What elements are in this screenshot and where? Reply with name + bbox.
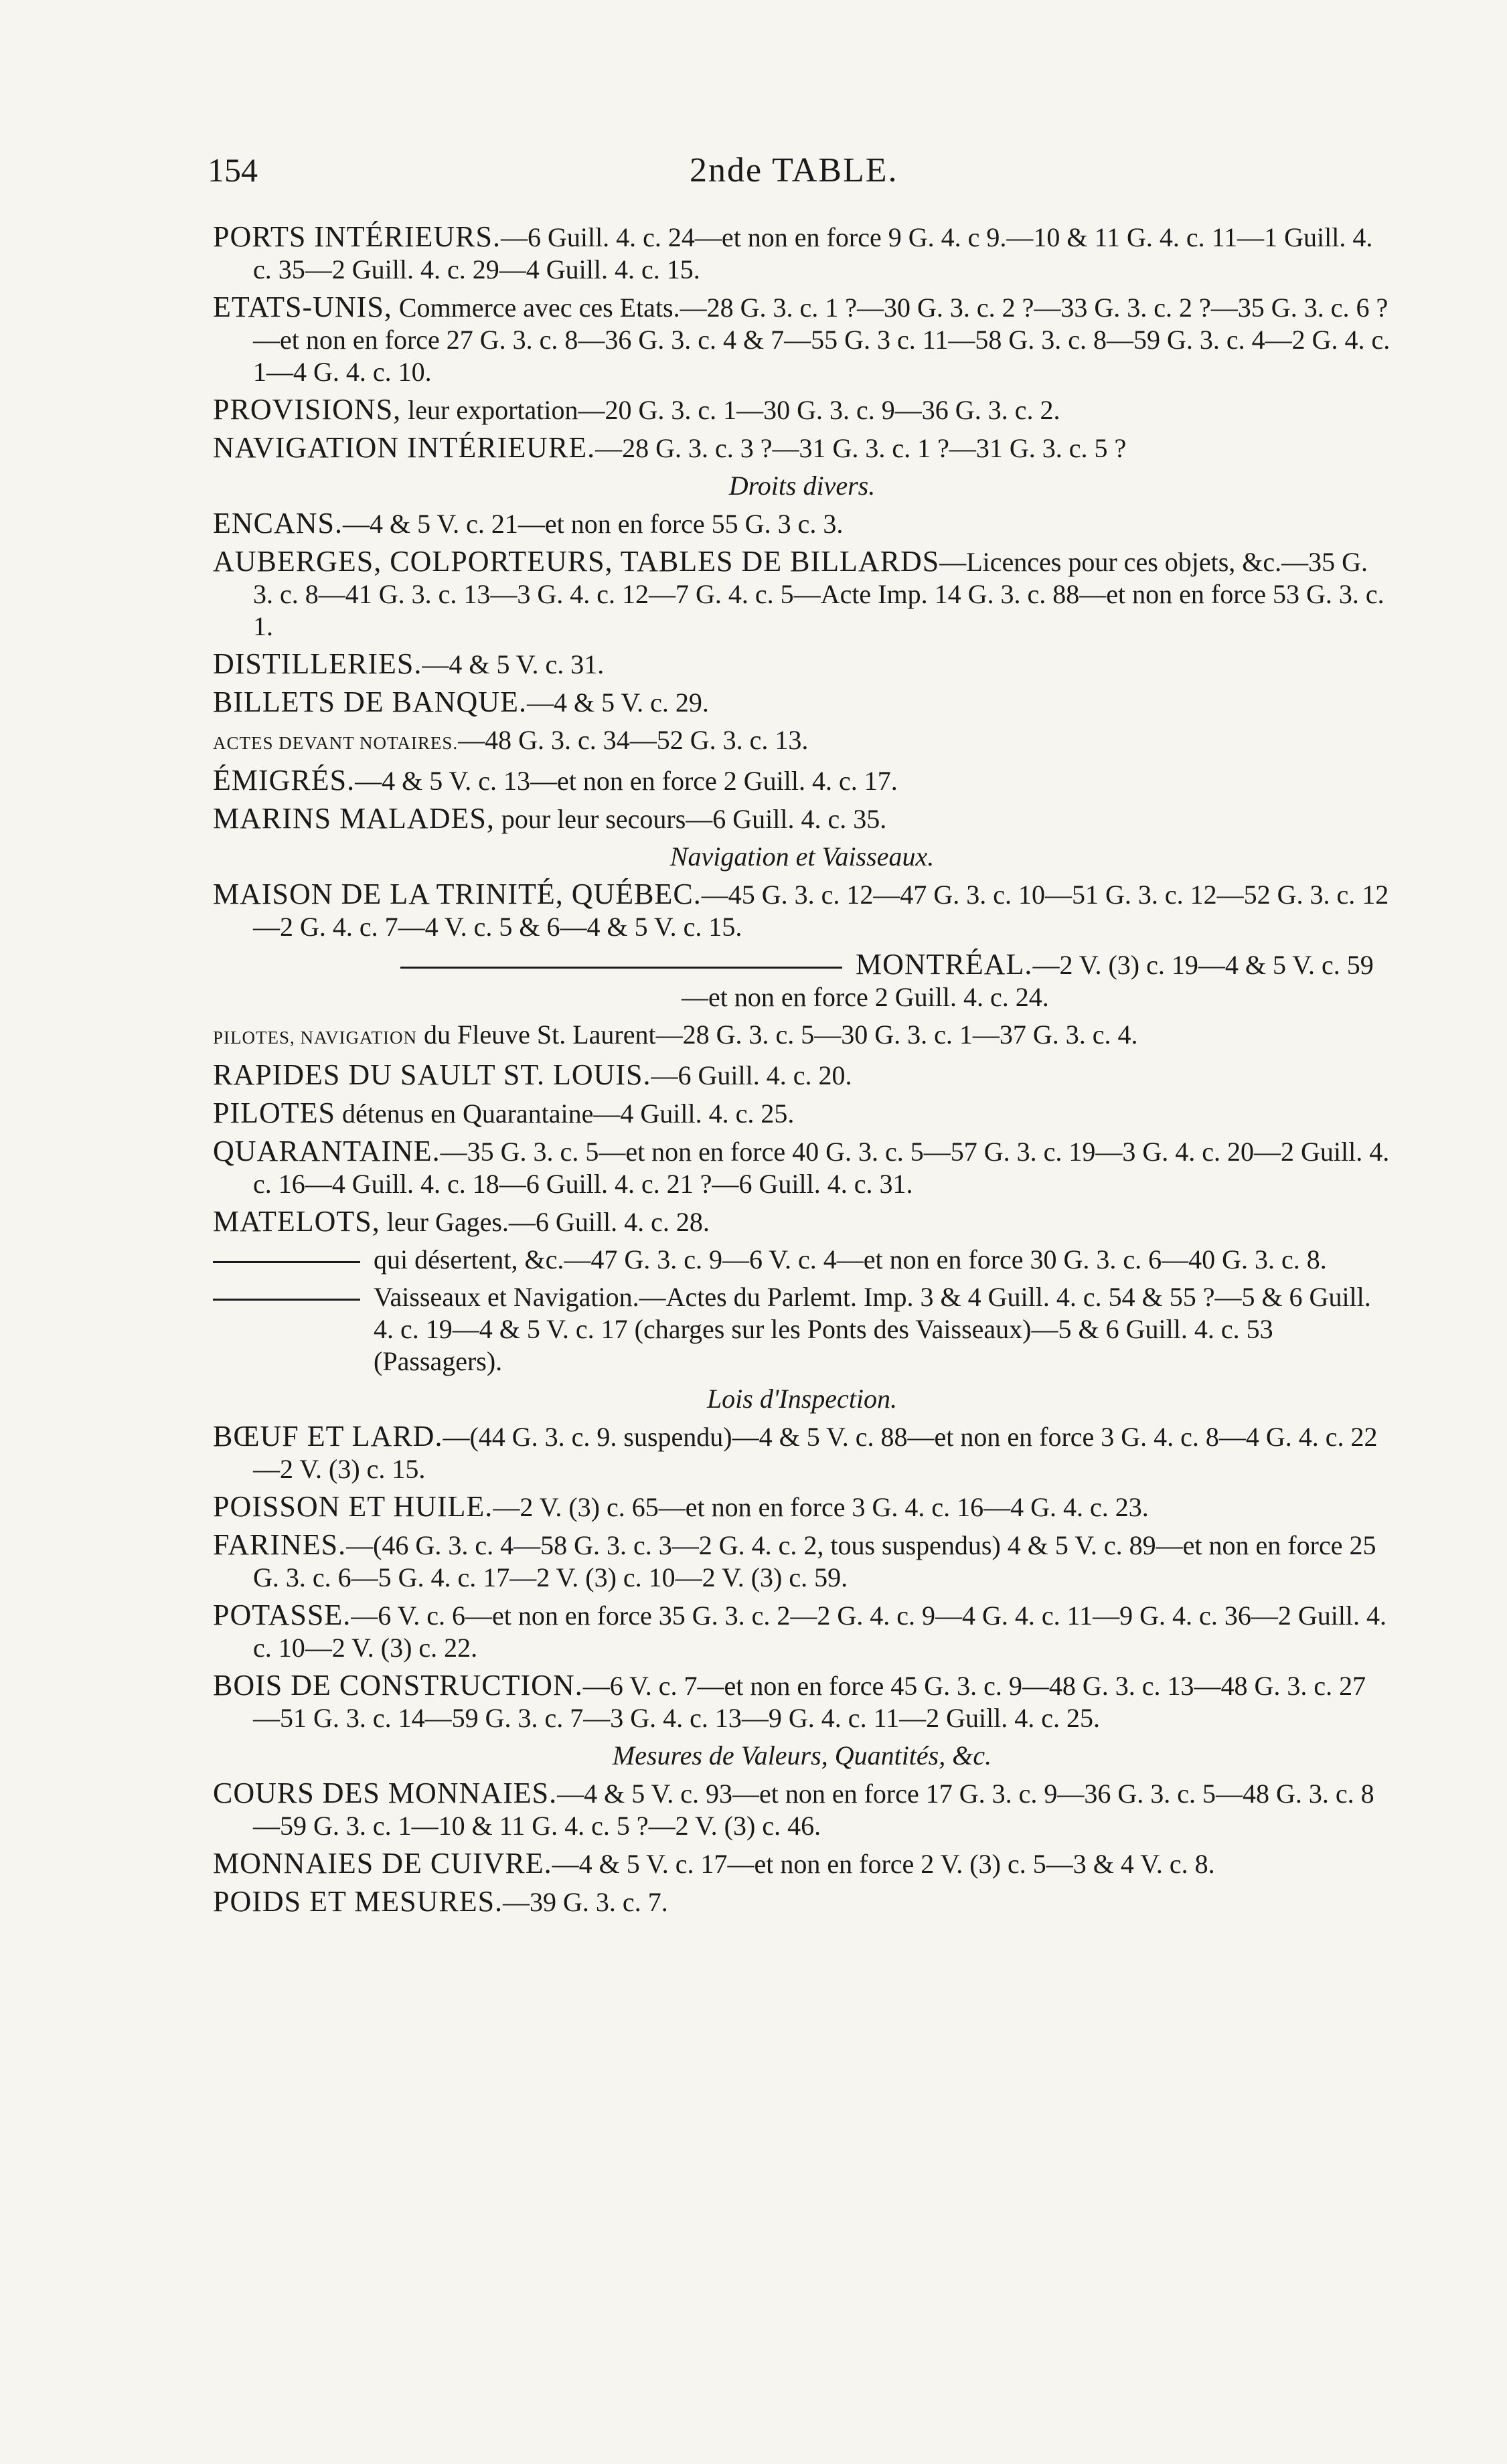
entry-text: —4 & 5 V. c. 17—et non en force 2 V. (3) c. 5—3 & 4 V. c. 8.: [552, 1849, 1215, 1879]
index-entry: [213, 764, 1391, 797]
entry-text: —(46 G. 3. c. 4—58 G. 3. c. 3—2 G. 4. c. 2, tous suspendus) 4 & 5 V. c. 89—et non en force 25 G. 3. c. 6—5 G. 4. c. 17—2 V. (3) c. 10—2 V. (3) c. 59.: [253, 1530, 1376, 1592]
index-entry: [213, 221, 1391, 286]
entry-text: —4 & 5 V. c. 21—et non en force 55 G. 3 c. 3.: [343, 509, 844, 539]
entry-text: —6 V. c. 7—et non en force 45 G. 3. c. 9—48 G. 3. c. 13—48 G. 3. c. 27—51 G. 3. c. 14—59 G. 3. c. 7—3 G. 4. c. 13—9 G. 4. c. 11—2 Guill. 4. c. 25.: [253, 1671, 1366, 1733]
index-entry: [213, 1019, 1391, 1054]
entry-heading: PILOTES: [213, 1096, 335, 1129]
index-entry-continued: [213, 1281, 1391, 1378]
entry-text: —35 G. 3. c. 5—et non en force 40 G. 3. c. 5—57 G. 3. c. 19—3 G. 4. c. 20—2 Guill. 4. c. 16—4 Guill. 4. c. 18—6 Guill. 4. c. 21 ?—6 Guill. 4. c. 31.: [253, 1137, 1390, 1199]
entry-heading: NAVIGATION INTÉRIEURE.: [213, 431, 596, 464]
entry-heading: MONTRÉAL.: [856, 948, 1033, 981]
entry-text: leur Gages.—6 Guill. 4. c. 28.: [380, 1207, 710, 1237]
entry-text: —6 Guill. 4. c. 20.: [651, 1060, 852, 1090]
entry-text: —39 G. 3. c. 7.: [503, 1887, 668, 1917]
index-entry: [213, 507, 1391, 540]
entry-text: leur exportation—20 G. 3. c. 1—30 G. 3. c. 9—36 G. 3. c. 2.: [401, 395, 1060, 425]
index-entry-continued: [213, 1244, 1391, 1276]
index-entry: [213, 1599, 1391, 1664]
entry-heading: PROVISIONS,: [213, 393, 402, 426]
index-entry: [213, 1059, 1391, 1092]
entry-heading: QUARANTAINE.: [213, 1135, 441, 1167]
entry-text: —6 Guill. 4. c. 24—et non en force 9 G. 4. c 9.—10 & 11 G. 4. c. 11—1 Guill. 4. c. 35—2 Guill. 4. c. 29—4 Guill. 4. c. 15.: [253, 222, 1373, 284]
entry-text: —2 V. (3) c. 19—4 & 5 V. c. 59—et non en force 2 Guill. 4. c. 24.: [682, 950, 1374, 1012]
entry-text: du Fleuve St. Laurent—28 G. 3. c. 5—30 G. 3. c. 1—37 G. 3. c. 4.: [417, 1019, 1138, 1050]
index-entry: [213, 686, 1391, 719]
entry-heading: POTASSE.: [213, 1598, 351, 1631]
entry-text: —Licences pour ces objets, &c.—35 G. 3. c. 8—41 G. 3. c. 13—3 G. 4. c. 12—7 G. 4. c. 5—Acte Imp. 14 G. 3. c. 88—et non en force 53 G. 3. c. 1.: [253, 547, 1384, 641]
page-number: 154: [208, 151, 258, 189]
entry-heading: POIDS ET MESURES.: [213, 1885, 503, 1918]
index-entry: [213, 648, 1391, 681]
index-entry: [213, 546, 1391, 643]
entry-text: —45 G. 3. c. 12—47 G. 3. c. 10—51 G. 3. c. 12—52 G. 3. c. 12—2 G. 4. c. 7—4 V. c. 5 & 6—4 & 5 V. c. 15.: [253, 880, 1389, 942]
ditto-rule: [213, 1299, 360, 1301]
index-entry: [213, 1886, 1391, 1918]
index-entry: [213, 1206, 1391, 1238]
entry-heading: ÉMIGRÉS.: [213, 764, 355, 797]
entry-text: —4 & 5 V. c. 13—et non en force 2 Guill. 4. c. 17.: [355, 766, 898, 796]
entry-heading: RAPIDES DU SAULT ST. LOUIS.: [213, 1058, 651, 1091]
entry-heading: MARINS MALADES,: [213, 802, 495, 835]
entry-heading: DISTILLERIES.: [213, 647, 422, 680]
index-entry: [213, 432, 1391, 465]
section-heading: Navigation et Vaisseaux.: [669, 841, 935, 872]
index-entry: [213, 291, 1391, 388]
index-entry: [213, 1669, 1391, 1734]
index-entry: [213, 394, 1391, 426]
entry-text: détenus en Quarantaine—4 Guill. 4. c. 25.: [335, 1098, 795, 1129]
entry-heading: PORTS INTÉRIEURS.: [213, 220, 501, 253]
entry-heading: BŒUF ET LARD.: [213, 1420, 443, 1453]
index-entry: [213, 1097, 1391, 1130]
index-entry: [213, 878, 1391, 943]
entry-heading: AUBERGES, COLPORTEURS, TABLES DE BILLARDS: [213, 545, 940, 578]
index-entry: [213, 1491, 1391, 1524]
entry-heading: ETATS-UNIS,: [213, 291, 392, 323]
entry-heading: BILLETS DE BANQUE.: [213, 685, 527, 718]
entry-heading: BOIS DE CONSTRUCTION.: [213, 1669, 583, 1702]
ditto-rule: [400, 967, 842, 969]
entry-heading: FARINES.: [213, 1528, 347, 1561]
index-entry: [213, 1847, 1391, 1880]
entry-text: pour leur secours—6 Guill. 4. c. 35.: [494, 804, 887, 834]
entry-text: —4 & 5 V. c. 31.: [422, 649, 605, 679]
entry-heading: MATELOTS,: [213, 1205, 380, 1238]
entry-text: —28 G. 3. c. 3 ?—31 G. 3. c. 1 ?—31 G. 3. c. 5 ?: [595, 433, 1127, 463]
entry-heading: PILOTES, NAVIGATION: [213, 1028, 417, 1048]
index-entry: [213, 724, 1391, 759]
entry-text: Commerce avec ces Etats.—28 G. 3. c. 1 ?—30 G. 3. c. 2 ?—33 G. 3. c. 2 ?—35 G. 3. c. 6 ?—et non en force 27 G. 3. c. 8—36 G. 3. c. 4 & 7—55 G. 3 c. 11—58 G. 3. c. 8—59 G. 3. c. 4—2 G. 4. c. 1—4 G. 4. c. 10.: [253, 293, 1391, 387]
entry-heading: POISSON ET HUILE.: [213, 1490, 493, 1523]
section-heading: Droits divers.: [728, 471, 876, 501]
entry-text: —48 G. 3. c. 34—52 G. 3. c. 13.: [458, 725, 809, 755]
entry-heading: COURS DES MONNAIES.: [213, 1777, 558, 1809]
entry-text: —6 V. c. 6—et non en force 35 G. 3. c. 2—2 G. 4. c. 9—4 G. 4. c. 11—9 G. 4. c. 36—2 Guill. 4. c. 10—2 V. (3) c. 22.: [253, 1600, 1387, 1663]
entry-text: —(44 G. 3. c. 9. suspendu)—4 & 5 V. c. 88—et non en force 3 G. 4. c. 8—4 G. 4. c. 22—2 V. (3) c. 15.: [253, 1422, 1378, 1484]
index-entry: [213, 1777, 1391, 1842]
page-title: 2nde TABLE.: [690, 151, 898, 189]
entry-text: —2 V. (3) c. 65—et non en force 3 G. 4. c. 16—4 G. 4. c. 23.: [493, 1492, 1149, 1522]
entry-heading: MONNAIES DE CUIVRE.: [213, 1847, 552, 1880]
entry-text: qui désertent, &c.—47 G. 3. c. 9—6 V. c. 4—et non en force 30 G. 3. c. 6—40 G. 3. c. 8.: [374, 1244, 1327, 1275]
ditto-rule: [213, 1261, 360, 1263]
section-heading: Mesures de Valeurs, Quantités, &c.: [612, 1740, 992, 1771]
entry-text: —4 & 5 V. c. 93—et non en force 17 G. 3. c. 9—36 G. 3. c. 5—48 G. 3. c. 8—59 G. 3. c. 1—10 & 11 G. 4. c. 5 ?—2 V. (3) c. 46.: [253, 1779, 1374, 1841]
section-heading: Lois d'Inspection.: [706, 1384, 898, 1414]
entry-heading: ACTES DEVANT NOTAIRES.: [213, 733, 459, 753]
index-entry: [213, 1529, 1391, 1594]
index-entry: [213, 1135, 1391, 1200]
entry-text: —4 & 5 V. c. 29.: [526, 687, 709, 718]
index-entry-continued: [213, 949, 1391, 1013]
entry-heading: MAISON DE LA TRINITÉ, QUÉBEC.: [213, 878, 702, 910]
index-entry: [213, 803, 1391, 835]
index-entry: [213, 1420, 1391, 1485]
entry-heading: ENCANS.: [213, 507, 343, 540]
page-header: [208, 151, 1379, 197]
index-table: [213, 221, 1391, 1924]
entry-text: Vaisseaux et Navigation.—Actes du Parlemt. Imp. 3 & 4 Guill. 4. c. 54 & 55 ?—5 & 6 Guill. 4. c. 19—4 & 5 V. c. 17 (charges sur les Ponts des Vaisseaux)—5 & 6 Guill. 4. c. 53 (Passagers).: [374, 1282, 1371, 1376]
